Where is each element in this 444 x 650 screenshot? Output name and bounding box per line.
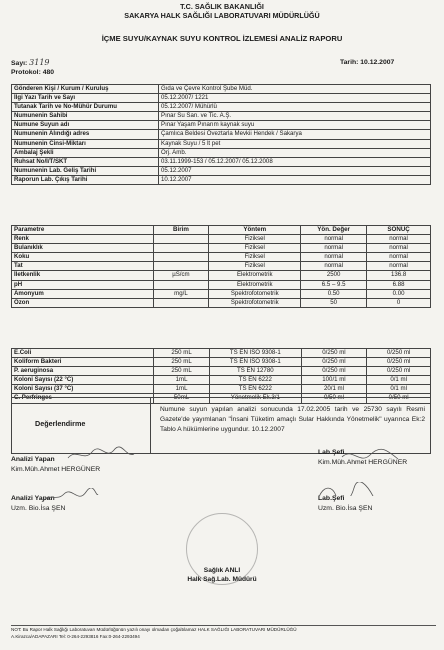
parameter-method: Fiziksel	[209, 244, 301, 253]
parameter-row	[12, 235, 431, 244]
parameter-name: Ozon	[12, 298, 154, 307]
info-key: Ruhsat No/İ/T/SKT	[12, 157, 159, 166]
parameter-limit: normal	[301, 262, 367, 271]
info-value: Pınar Yaşam Pınarım kaynak suyu	[159, 121, 431, 130]
info-key: Numune Suyun adı	[12, 121, 159, 130]
micro-limit: 100/1 ml	[301, 376, 367, 385]
parameter-result: normal	[367, 253, 431, 262]
parameter-result: 0	[367, 298, 431, 307]
info-key: Tutanak Tarih ve No-Mühür Durumu	[12, 103, 159, 112]
micro-method: TS EN 6222	[209, 385, 301, 394]
info-row	[12, 139, 431, 148]
parameter-method: Spektrofotometrik	[209, 289, 301, 298]
micro-result: 0/1 ml	[367, 385, 431, 394]
parameter-unit	[153, 253, 209, 262]
micro-row	[12, 376, 431, 385]
parameter-row	[12, 271, 431, 280]
micro-volume: 250 mL	[154, 358, 210, 367]
parameter-name: Koku	[12, 253, 154, 262]
info-key: Raporun Lab. Çıkış Tarihi	[12, 175, 159, 184]
info-value: 10.12.2007	[159, 175, 431, 184]
parameter-method: Fiziksel	[209, 253, 301, 262]
info-key: Numunenin Alındığı adres	[12, 130, 159, 139]
parameter-name: Renk	[12, 235, 154, 244]
stamp-caption	[160, 566, 284, 584]
col-parametre: Parametre	[12, 226, 154, 235]
footer-line-2: A.Kirazca/ADAPAZARI Tel: 0-264-2293816 Fax:0-264-2293494	[11, 633, 140, 639]
parameter-name: Bulanıklık	[12, 244, 154, 253]
signature-chief-2	[318, 494, 372, 514]
laboratory-name: SAKARYA HALK SAĞLIĞI LABORATUVARI MÜDÜRLÜĞÜ	[124, 11, 320, 20]
info-row	[12, 94, 431, 103]
sample-info-table	[11, 84, 431, 185]
info-row	[12, 148, 431, 157]
info-value: Çamlıca Beldesi Öveztarla Mevkii Hendek / Sakarya	[159, 130, 431, 139]
parameter-unit	[153, 244, 209, 253]
parameter-name: Amonyum	[12, 289, 154, 298]
micro-method: TS EN 12780	[209, 367, 301, 376]
micro-method: TS EN 6222	[209, 376, 301, 385]
stamp-line-1: Sağlık ANLI	[203, 567, 241, 574]
info-key: Ambalaj Şekli	[12, 148, 159, 157]
ministry-name: T.C. SAĞLIK BAKANLIĞI	[180, 2, 264, 11]
chief-1-role: Lab.Şefi	[318, 449, 345, 456]
info-row	[12, 130, 431, 139]
microbiology-table	[11, 348, 431, 404]
footer-note	[11, 625, 436, 640]
signature-scribble-analyst-1	[66, 446, 136, 460]
protokol-label: Protokol:	[11, 69, 41, 76]
parameter-result: 0.00	[367, 289, 431, 298]
parameter-unit	[153, 280, 209, 289]
micro-method: Yönetmelik Ek.3/1	[209, 394, 301, 403]
signature-scribble-chief-2	[314, 482, 376, 496]
parameter-unit: mg/L	[153, 289, 209, 298]
info-row	[12, 157, 431, 166]
micro-result: 0/1 ml	[367, 376, 431, 385]
parameter-name: İletkenlik	[12, 271, 154, 280]
micro-row	[12, 367, 431, 376]
micro-name: E.Coli	[12, 349, 154, 358]
micro-volume: 1mL	[154, 385, 210, 394]
footer-line-1: NOT: Bu Rapor Halk Sağlığı Laboratuvarı Müdürlüğünün yazılı onayı olmadan çoğaltılamaz HALK SAĞLIĞI LABORATUVARI MÜDÜRLÜĞÜ	[11, 627, 297, 632]
parameters-header-row	[12, 226, 431, 235]
info-key: Numunenin Sahibi	[12, 112, 159, 121]
info-value: 05.12.2007	[159, 166, 431, 175]
micro-limit: 0/250 ml	[301, 367, 367, 376]
info-value: 05.12.2007/ 1221	[159, 94, 431, 103]
sayi-line	[11, 58, 50, 67]
evaluation-label: Değerlendirme	[35, 419, 86, 428]
micro-name: C. Perfringes	[12, 394, 154, 403]
info-row	[12, 103, 431, 112]
info-value: Gıda ve Çevre Kontrol Şube Müd.	[159, 85, 431, 94]
micro-result: 0/50 ml	[367, 394, 431, 403]
parameter-unit	[153, 235, 209, 244]
parameter-unit: µS/cm	[153, 271, 209, 280]
sayi-value: 3119	[29, 58, 50, 67]
parameter-limit: normal	[301, 235, 367, 244]
micro-result: 0/250 ml	[367, 358, 431, 367]
parameter-row	[12, 262, 431, 271]
info-row	[12, 112, 431, 121]
micro-volume: 50mL	[154, 394, 210, 403]
col-sonuc: SONUÇ	[367, 226, 431, 235]
parameters-table	[11, 225, 431, 308]
micro-row	[12, 349, 431, 358]
parameter-method: Fiziksel	[209, 235, 301, 244]
micro-method: TS EN ISO 9308-1	[209, 349, 301, 358]
parameter-method: Elektrometrik	[209, 271, 301, 280]
parameter-unit	[153, 262, 209, 271]
parameter-result: normal	[367, 244, 431, 253]
micro-name: Koloni Sayısı (37 °C)	[12, 385, 154, 394]
micro-volume: 1mL	[154, 376, 210, 385]
micro-limit: 0/250 ml	[301, 349, 367, 358]
parameter-unit	[153, 298, 209, 307]
protokol-line	[11, 69, 54, 76]
chief-2-name: Uzm. Bio.İsa ŞEN	[318, 505, 373, 512]
col-yontem: Yöntem	[209, 226, 301, 235]
parameter-method: Spektrofotometrik	[209, 298, 301, 307]
parameter-result: normal	[367, 262, 431, 271]
sayi-label: Sayı:	[11, 60, 28, 67]
micro-limit: 0/50 ml	[301, 394, 367, 403]
parameter-limit: 2500	[301, 271, 367, 280]
parameter-name: Tat	[12, 262, 154, 271]
col-yon-deger: Yön. Değer	[301, 226, 367, 235]
parameter-result: 136.8	[367, 271, 431, 280]
analyst-2-role: Analizi Yapan	[11, 495, 55, 502]
chief-2-role: Lab.Şefi	[318, 495, 345, 502]
info-row	[12, 175, 431, 184]
parameter-limit: normal	[301, 244, 367, 253]
tarih-label: Tarih:	[340, 59, 359, 66]
evaluation-text: Numune suyun yapılan analizi sonucunda 17.02.2005 tarih ve 25730 sayılı Resmi Gazete'de yayımlanan "İnsani Tüketim amaçlı Sular Hakkında Yönetmelik" uyarınca Ek:2 Tablo A hükümlerine uygundur. 10.12.2007	[160, 406, 425, 433]
info-key: Numunenin Cinsi-Miktarı	[12, 139, 159, 148]
micro-name: P. aeruginosa	[12, 367, 154, 376]
micro-volume: 250 mL	[154, 367, 210, 376]
tarih-value: 10.12.2007	[360, 59, 395, 66]
info-value: Pınar Su San. ve Tic. A.Ş.	[159, 112, 431, 121]
info-key: İlgi Yazı Tarih ve Sayı	[12, 94, 159, 103]
info-value: Kaynak Suyu / 5 lt pet	[159, 139, 431, 148]
info-value: 05.12.2007/ Mühürlü	[159, 103, 431, 112]
analyst-1-name: Kim.Müh.Ahmet HERGÜNER	[11, 466, 101, 473]
signature-scribble-chief-1	[340, 447, 400, 461]
micro-limit: 0/250 ml	[301, 358, 367, 367]
info-value: Orj. Amb.	[159, 148, 431, 157]
report-title: İÇME SUYU/KAYNAK SUYU KONTROL İZLEMESİ ANALİZ RAPORU	[101, 34, 343, 43]
info-row	[12, 166, 431, 175]
analyst-1-role: Analizi Yapan	[11, 456, 55, 463]
parameter-method: Elektrometrik	[209, 280, 301, 289]
parameter-result: normal	[367, 235, 431, 244]
protokol-value: 480	[42, 69, 55, 76]
parameter-limit: normal	[301, 253, 367, 262]
col-birim: Birim	[153, 226, 209, 235]
micro-limit: 20/1 ml	[301, 385, 367, 394]
parameter-name: pH	[12, 280, 154, 289]
evaluation-divider	[150, 398, 151, 453]
info-key: Numunenin Lab. Geliş Tarihi	[12, 166, 159, 175]
parameter-result: 6.88	[367, 280, 431, 289]
signature-scribble-analyst-2	[40, 488, 100, 502]
parameter-row	[12, 298, 431, 307]
stamp-line-2: Halk Sağ.Lab. Müdürü	[187, 576, 257, 583]
micro-name: Koloni Sayısı (22 °C)	[12, 376, 154, 385]
info-key: Gönderen Kişi / Kurum / Kuruluş	[12, 85, 159, 94]
info-row	[12, 121, 431, 130]
parameter-limit: 50	[301, 298, 367, 307]
parameter-method: Fiziksel	[209, 262, 301, 271]
chief-1-name: Kim.Müh.Ahmet HERGÜNER	[318, 459, 408, 466]
micro-row	[12, 385, 431, 394]
tarih-line	[340, 59, 394, 66]
parameter-row	[12, 289, 431, 298]
micro-row	[12, 358, 431, 367]
analyst-2-name: Uzm. Bio.İsa ŞEN	[11, 505, 66, 512]
micro-volume: 250 mL	[154, 349, 210, 358]
info-value: 03.11.1999-153 / 05.12.2007/ 05.12.2008	[159, 157, 431, 166]
micro-result: 0/250 ml	[367, 349, 431, 358]
micro-method: TS EN ISO 9308-1	[209, 358, 301, 367]
parameter-limit: 0.50	[301, 289, 367, 298]
parameter-row	[12, 244, 431, 253]
parameter-limit: 6.5 – 9.5	[301, 280, 367, 289]
parameter-row	[12, 280, 431, 289]
info-row	[12, 85, 431, 94]
micro-name: Koliform Bakteri	[12, 358, 154, 367]
micro-result: 0/250 ml	[367, 367, 431, 376]
parameter-row	[12, 253, 431, 262]
